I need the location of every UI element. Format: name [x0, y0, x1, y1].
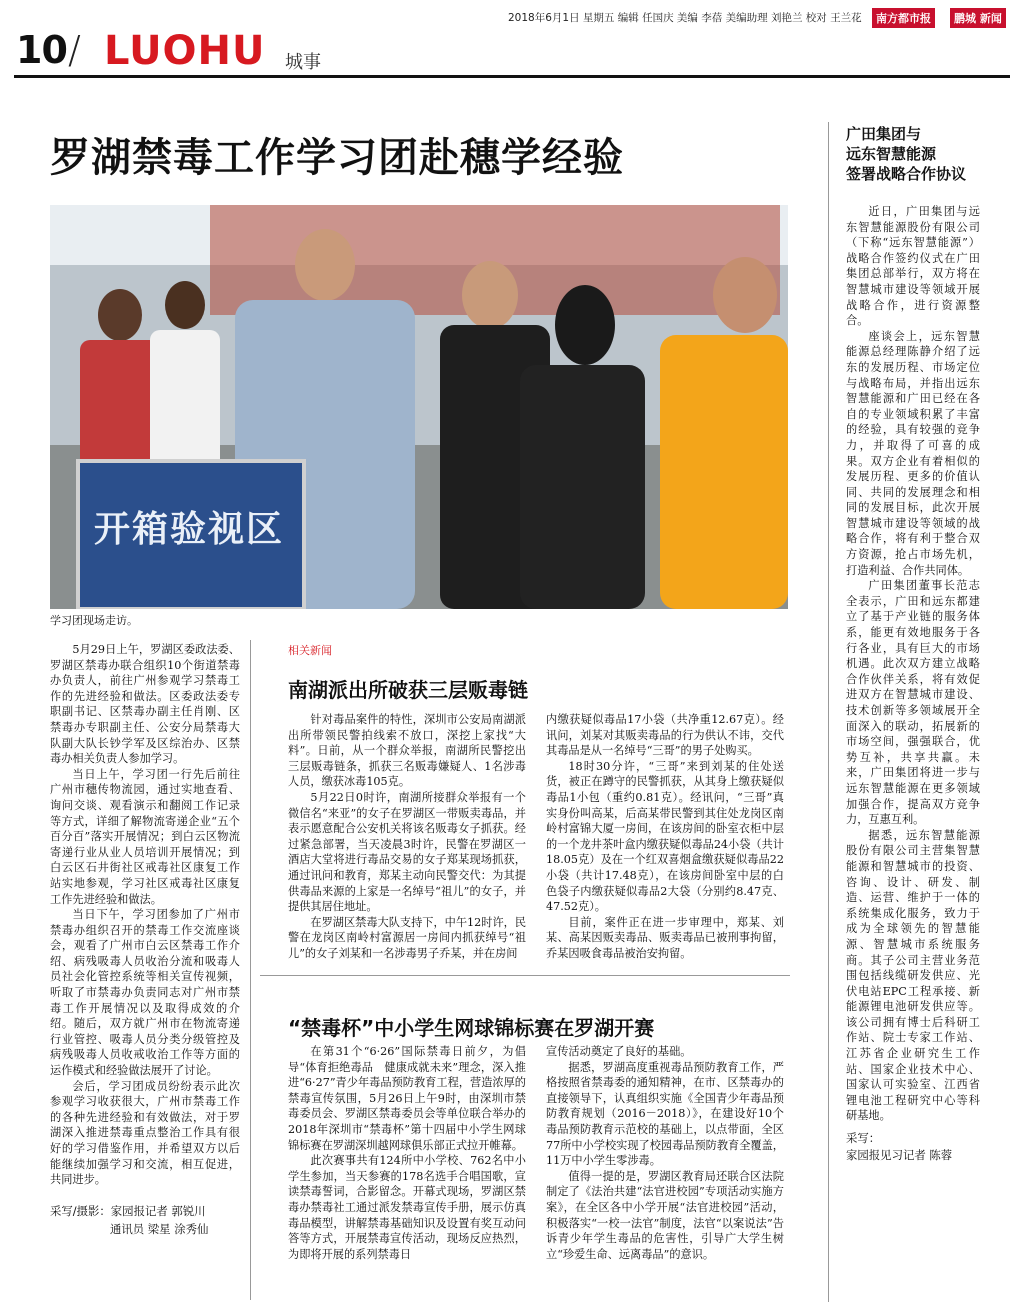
sidebar-headline-line: 广田集团与 — [846, 125, 922, 143]
related-paragraph: 18时30分许，“三哥”来到刘某的住处送货，被正在蹲守的民警抓获，从其身上缴获疑似毒品1小包（重约0.81克）。经讯问，“三哥”真实身份叫高某，后高某带民警到其住处龙岗区南岭村富锦大厦一房间，在该房间的卧室衣柜中层的一个龙井茶叶盒内缴获疑似毒品24小袋（共计18.05克）及在一个红双喜烟盒缴获疑似毒品22小袋（共计17.48克），在该房间卧室中层的白色袋子内缴获疑似毒品2大袋（分别约8.47克、47.52克）。 — [546, 759, 784, 914]
sidebar-byline — [846, 1130, 980, 1164]
photo-caption: 学习团现场走访。 — [50, 614, 138, 627]
related-col-2 — [546, 712, 784, 962]
sidebar-byline-name: 家园报见习记者 陈蓉 — [846, 1148, 953, 1163]
tennis-paragraph: 在第31个“6·26”国际禁毒日前夕，为倡导“体育拒绝毒品 健康成就未来”理念，深入推进“6·27”青少年毒品预防教育工程，营造浓厚的禁毒宣传氛围，5月26日上午9时，由深圳市禁毒委员会、罗湖区禁毒委员会等单位联合举办的2018年深圳市“禁毒杯”第十四届中小学生网球锦标赛在罗湖深圳越网球俱乐部正式拉开帷幕。 — [288, 1045, 526, 1152]
main-paragraph: 当日上午，学习团一行先后前往广州市穗传物流园，通过实地查看、询问交谈、观看演示和翻阅工作记录等方式，详细了解物流寄递企业“五个百分百”落实开展情况；到白云区物流寄递行业从业人员培训开展情况；到白云区石井街社区戒毒社区康复工作站实地参观，学习社区戒毒社区康复工作先进经验和做法。 — [50, 767, 240, 906]
related-news-label: 相关新闻 — [288, 644, 332, 657]
main-article-body — [50, 642, 240, 1238]
sidebar-headline-line: 远东智慧能源 — [846, 145, 937, 163]
tennis-paragraph: 此次赛事共有124所中小学校、762名中小学生参加，当天参赛的178名选手合唱国歌，宣读禁毒誓词，合影留念。开幕式现场，罗湖区禁毒办禁毒社工通过派发禁毒宣传手册，展示仿真毒品模型，讲解禁毒基础知识及设置有奖互动问答等方式，开展禁毒宣传活动，现场反应热烈，为即将开展的系列禁毒日 — [288, 1154, 526, 1261]
tennis-headline: “禁毒杯”中小学生网球锦标赛在罗湖开赛 — [288, 1016, 655, 1040]
tennis-paragraph: 值得一提的是，罗湖区教育局还联合区法院制定了《法治共建“法官进校园”专项活动实施方案》，在全区各中小学开展“法官进校园”活动，积极落实“一校一法官”制度，法官“以案说法”告诉青少年学生毒品的危害性，引导广大学生树立“珍爱生命、远离毒品”的意识。 — [546, 1169, 784, 1261]
newspaper-logo: 南方都市报 — [872, 8, 935, 28]
main-paragraph: 会后，学习团成员纷纷表示此次参观学习收获很大，广州市禁毒工作的各种先进经验和有效做法，对于罗湖深入推进禁毒重点整治工作具有很好的学习借鉴作用，并希望双方以后能继续加强学习和交流，相互促进，共同进步。 — [50, 1079, 240, 1187]
page-number: 10 — [16, 28, 67, 72]
related-col-1 — [288, 712, 526, 962]
related-paragraph: 目前，案件正在进一步审理中，郑某、刘某、高某因贩卖毒品、贩卖毒品已被刑事拘留，乔某因吸食毒品被治安拘留。 — [546, 915, 784, 960]
sidebar-byline-label: 采写： — [846, 1131, 881, 1146]
sidebar-paragraph: 据悉，远东智慧能源股份有限公司主营集智慧能源和智慧城市的投资、咨询、设计、研发、制造、运营、维护于一体的系统集成化服务，致力于成为全球领先的智慧能源、智慧城市系统服务商。其子公司主营业务范围包括线缆研发供应、光伏电站EPC工程承接、新能源锂电池研发供应等。该公司拥有博士后科研工作站、院士专家工作站、江苏省企业研究生工作站、国家企业技术中心、国家认可实验室、江西省锂电池工程研究中心等科研基地。 — [846, 828, 980, 1123]
section-logo: 鹏城 新闻 — [950, 8, 1006, 28]
main-byline — [50, 1202, 240, 1238]
section-name: LUOHU — [104, 28, 266, 74]
main-headline: 罗湖禁毒工作学习团赴穗学经验 — [50, 135, 624, 181]
section-divider — [260, 975, 790, 976]
related-paragraph: 在罗湖区禁毒大队支持下，中午12时许，民警在龙岗区南岭村富源居一房间内抓获绰号“祖儿”的女子刘某和一名涉毒男子乔某，并在房间 — [288, 915, 527, 960]
byline-correspondents: 通讯员 梁星 涂秀仙 — [110, 1221, 209, 1236]
main-paragraph: 5月29日上午，罗湖区委政法委、罗湖区禁毒办联合组织10个街道禁毒办负责人，前往广州参观学习禁毒工作的先进经验和做法。区委政法委专职副书记、区禁毒办副主任肖刚、区禁毒办专职副主任、公安分局禁毒大队副大队长钞学军及区综治办、区禁毒办相关负责人参加学习。 — [50, 643, 240, 766]
tennis-col-1 — [288, 1044, 526, 1262]
related-paragraph: 5月22日0时许，南湖所接群众举报有一个微信名“来亚”的女子在罗湖区一带贩卖毒品，并表示愿意配合公安机关将该名贩毒女子抓获。经过紧急部署，当天凌晨3时许，民警在罗湖区一酒店大堂将进行毒品交易的女子郑某现场抓获，通过讯问和教育，郑某主动向民警交代：为其提供毒品来源的上家是一名绰号“祖儿”的女子，并提供其居住地址。 — [288, 790, 526, 914]
sidebar-divider — [828, 122, 829, 1302]
news-photo — [50, 205, 788, 609]
related-headline: 南湖派出所破获三层贩毒链 — [288, 678, 528, 702]
sidebar-headline — [846, 124, 966, 184]
tennis-col-2 — [546, 1044, 784, 1262]
sidebar-headline-line: 签署战略合作协议 — [846, 165, 967, 183]
tennis-paragraph: 据悉，罗湖高度重视毒品预防教育工作，严格按照省禁毒委的通知精神，在市、区禁毒办的直接领导下，认真组织实施《全国青少年毒品预防教育规划（2016－2018）》，在建设好10个毒品预防教育示范校的基础上，以点带面，全区77所中小学校实现了校园毒品预防教育全覆盖，11万中小学生零涉毒。 — [546, 1060, 784, 1168]
sidebar-paragraph: 广田集团董事长范志全表示，广田和远东都建立了基于产业链的服务体系，能更有效地服务于各行各业，具有巨大的市场机遇。此次双方建立战略合作伙伴关系，将有效促进双方在智慧城市建设、技术创新等多领域展开全面深入的联动，拓展新的市场空间，强强联合，优势互补，共享共赢。未来，广田集团将进一步与远东智慧能源在更多领域加强合作，提高双方竞争力，互惠互利。 — [846, 579, 980, 827]
tennis-paragraph: 宣传活动奠定了良好的基础。 — [546, 1045, 692, 1058]
sidebar-article-body — [846, 204, 980, 1164]
section-subtitle: 城事 — [285, 52, 321, 73]
sidebar-paragraph: 座谈会上，远东智慧能源总经理陈静介绍了远东的发展历程、市场定位与战略布局，并指出远东智慧能源和广田已经在各自的专业领域积累了丰富的经验，具有较强的竞争力，并取得了可喜的成果。双方企业有着相似的发展历程、更多的价值认同、共同的发展理念和相同的发展目标，此次开展智慧城市建设等领域的战略合作，将有利于整合双方资源，抢占市场先机，打造利益、合作共同体。 — [846, 329, 980, 577]
header-slash: / — [68, 28, 81, 72]
sidebar-paragraph: 近日，广田集团与远东智慧能源股份有限公司（下称“远东智慧能源”）战略合作签约仪式在广田集团总部举行，双方将在智慧城市建设等领域开展战略合作，进行资源整合。 — [846, 205, 980, 328]
column-divider — [250, 640, 251, 1300]
main-paragraph: 当日下午，学习团参加了广州市禁毒办组织召开的禁毒工作交流座谈会，观看了广州市白云区禁毒工作介绍、病残吸毒人员收治分流和吸毒人员社会化管控系统等相关宣传视频，听取了市禁毒办负责同志对广州市禁毒工作开展情况以及取得成效的介绍。随后，双方就广州市在物流寄递行业管控、吸毒人员分类分级管控及病残吸毒人员收戒收治工作等方面的运作模式和经验做法展开了讨论。 — [50, 908, 240, 1078]
byline-reporter: 采写/摄影：家园报记者 郭锐川 — [50, 1203, 206, 1218]
related-paragraph: 针对毒品案件的特性，深圳市公安局南湖派出所带领民警拍线索不放口，深挖上家找“大料”。日前，从一个群众举报，南湖所民警挖出三层贩毒链条，抓获三名贩毒嫌疑人、1名涉毒人员，缴获冰毒105克。 — [288, 713, 526, 789]
header-meta: 2018年6月1日 星期五 编辑 任国庆 美编 李蓓 美编助理 刘艳兰 校对 王兰花 — [508, 12, 862, 24]
related-paragraph: 内缴获疑似毒品17小袋（共净重12.67克）。经讯问，刘某对其贩卖毒品的行为供认不讳，交代其毒品是从一名绰号“三哥”的男子处购买。 — [546, 713, 784, 758]
header-rule — [14, 75, 1010, 78]
photo-sign-text: 开箱验视区 — [94, 509, 285, 550]
